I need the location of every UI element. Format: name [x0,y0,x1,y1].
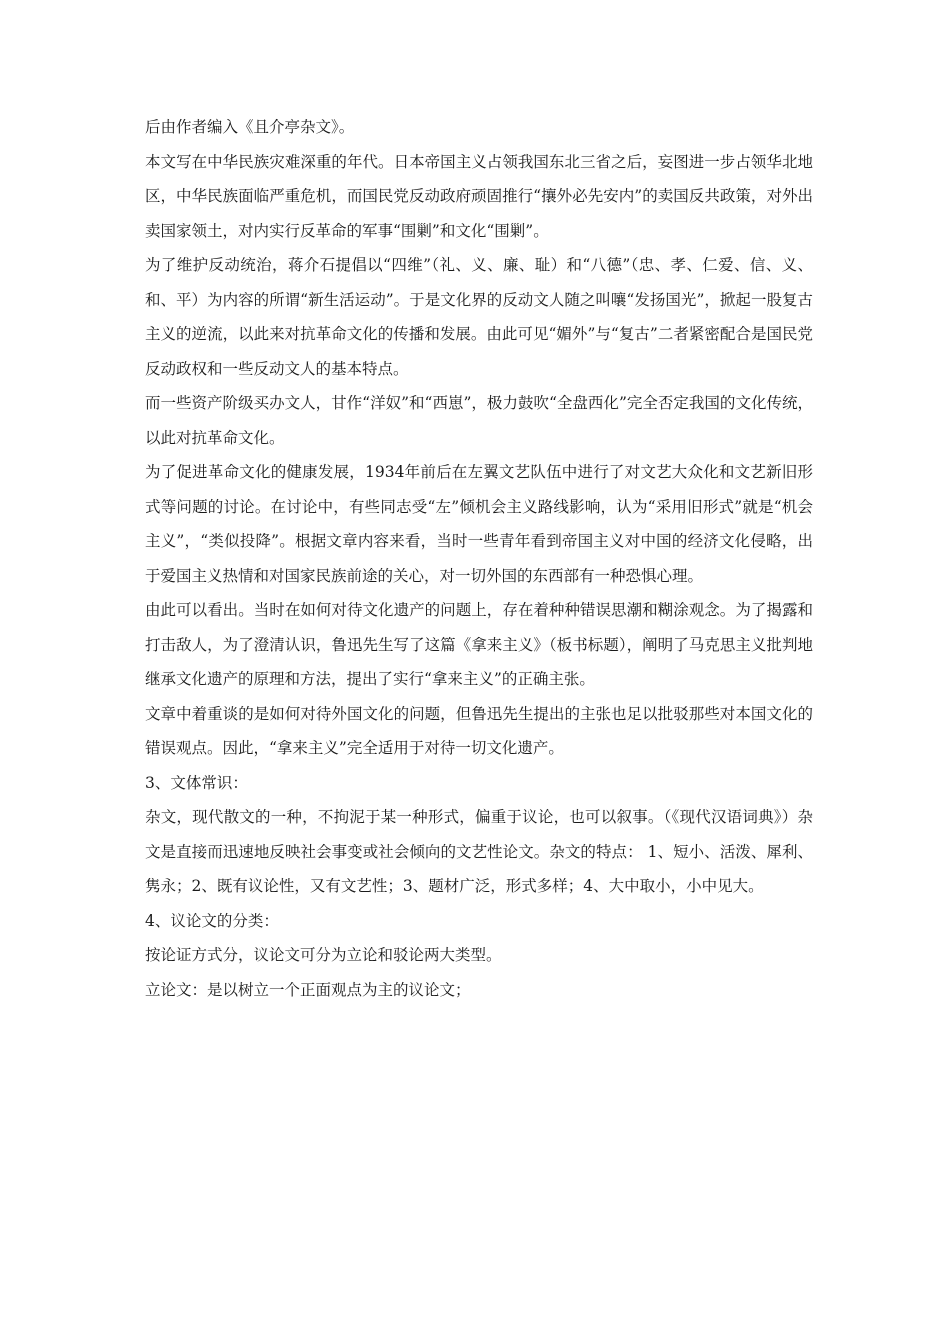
paragraph-1934-discussion: 为了促进革命文化的健康发展，1934年前后在左翼文艺队伍中进行了对文艺大众化和文艺新旧形式等问题的讨论。在讨论中，有些同志受“左”倾机会主义路线影响，认为“采用旧形式”就是“机会主义”，“类似投降”。根据文章内容来看，当时一些青年看到帝国主义对中国的经济文化侵略，出于爱国主义热情和对国家民族前途的关心，对一切外国的东西部有一种恐惧心理。 [145,463,813,585]
paragraph-argument-classification: 按论证方式分，议论文可分为立论和驳论两大类型。 [145,946,502,964]
paragraph-westernization: 而一些资产阶级买办文人，甘作“洋奴”和“西崽”，极力鼓吹“全盘西化”完全否定我国的文化传统，以此对抗革命文化。 [145,394,813,447]
paragraph-new-life-movement: 为了维护反动统治，蒋介石提倡以“四维”（礼、义、廉、耻）和“八德”（忠、孝、仁爱、信、义、和、平）为内容的所谓“新生活运动”。于是文化界的反动文人随之叫嚷“发扬国光”，掀起一股复古主义的逆流，以此来对抗革命文化的传播和发展。由此可见“媚外”与“复古”二者紧密配合是国民党反动政权和一些反动文人的基本特点。 [145,256,813,378]
paragraph-historical-background: 本文写在中华民族灾难深重的年代。日本帝国主义占领我国东北三省之后，妄图进一步占领华北地区，中华民族面临严重危机，而国民党反动政府顽固推行“攘外必先安内”的卖国反共政策，对外出卖国家领土，对内实行反革命的军事“围剿”和文化“围剿”。 [145,152,813,240]
paragraph-zawen-definition: 杂文，现代散文的一种，不拘泥于某一种形式，偏重于议论，也可以叙事。（《现代汉语词典》）杂文是直接而迅速地反映社会事变或社会倾向的文艺性论文。杂文的特点： 1、短小、活泼、犀利、隽永；2、既有议论性，又有文艺性；3、题材广泛，形式多样；4、大中取小，小中见大。 [145,808,813,895]
paragraph-foreign-culture: 文章中着重谈的是如何对待外国文化的问题，但鲁迅先生提出的主张也足以批驳那些对本国文化的错误观点。因此，“拿来主义”完全适用于对待一切文化遗产。 [145,704,813,757]
document-body [145,110,813,1007]
heading-genre-knowledge: 3、文体常识： [145,773,248,792]
heading-argument-types: 4、议论文的分类： [145,911,279,930]
paragraph-writing-purpose: 由此可以看出。当时在如何对待文化遗产的问题上，存在着种种错误思潮和糊涂观念。为了揭露和打击敌人，为了澄清认识，鲁迅先生写了这篇《拿来主义》（板书标题），阐明了马克思主义批判地继承文化遗产的原理和方法，提出了实行“拿来主义”的正确主张。 [145,601,813,688]
paragraph-constructive-argument: 立论文：是以树立一个正面观点为主的议论文； [145,980,471,999]
paragraph-intro-source: 后由作者编入《且介亭杂文》。 [145,118,355,136]
